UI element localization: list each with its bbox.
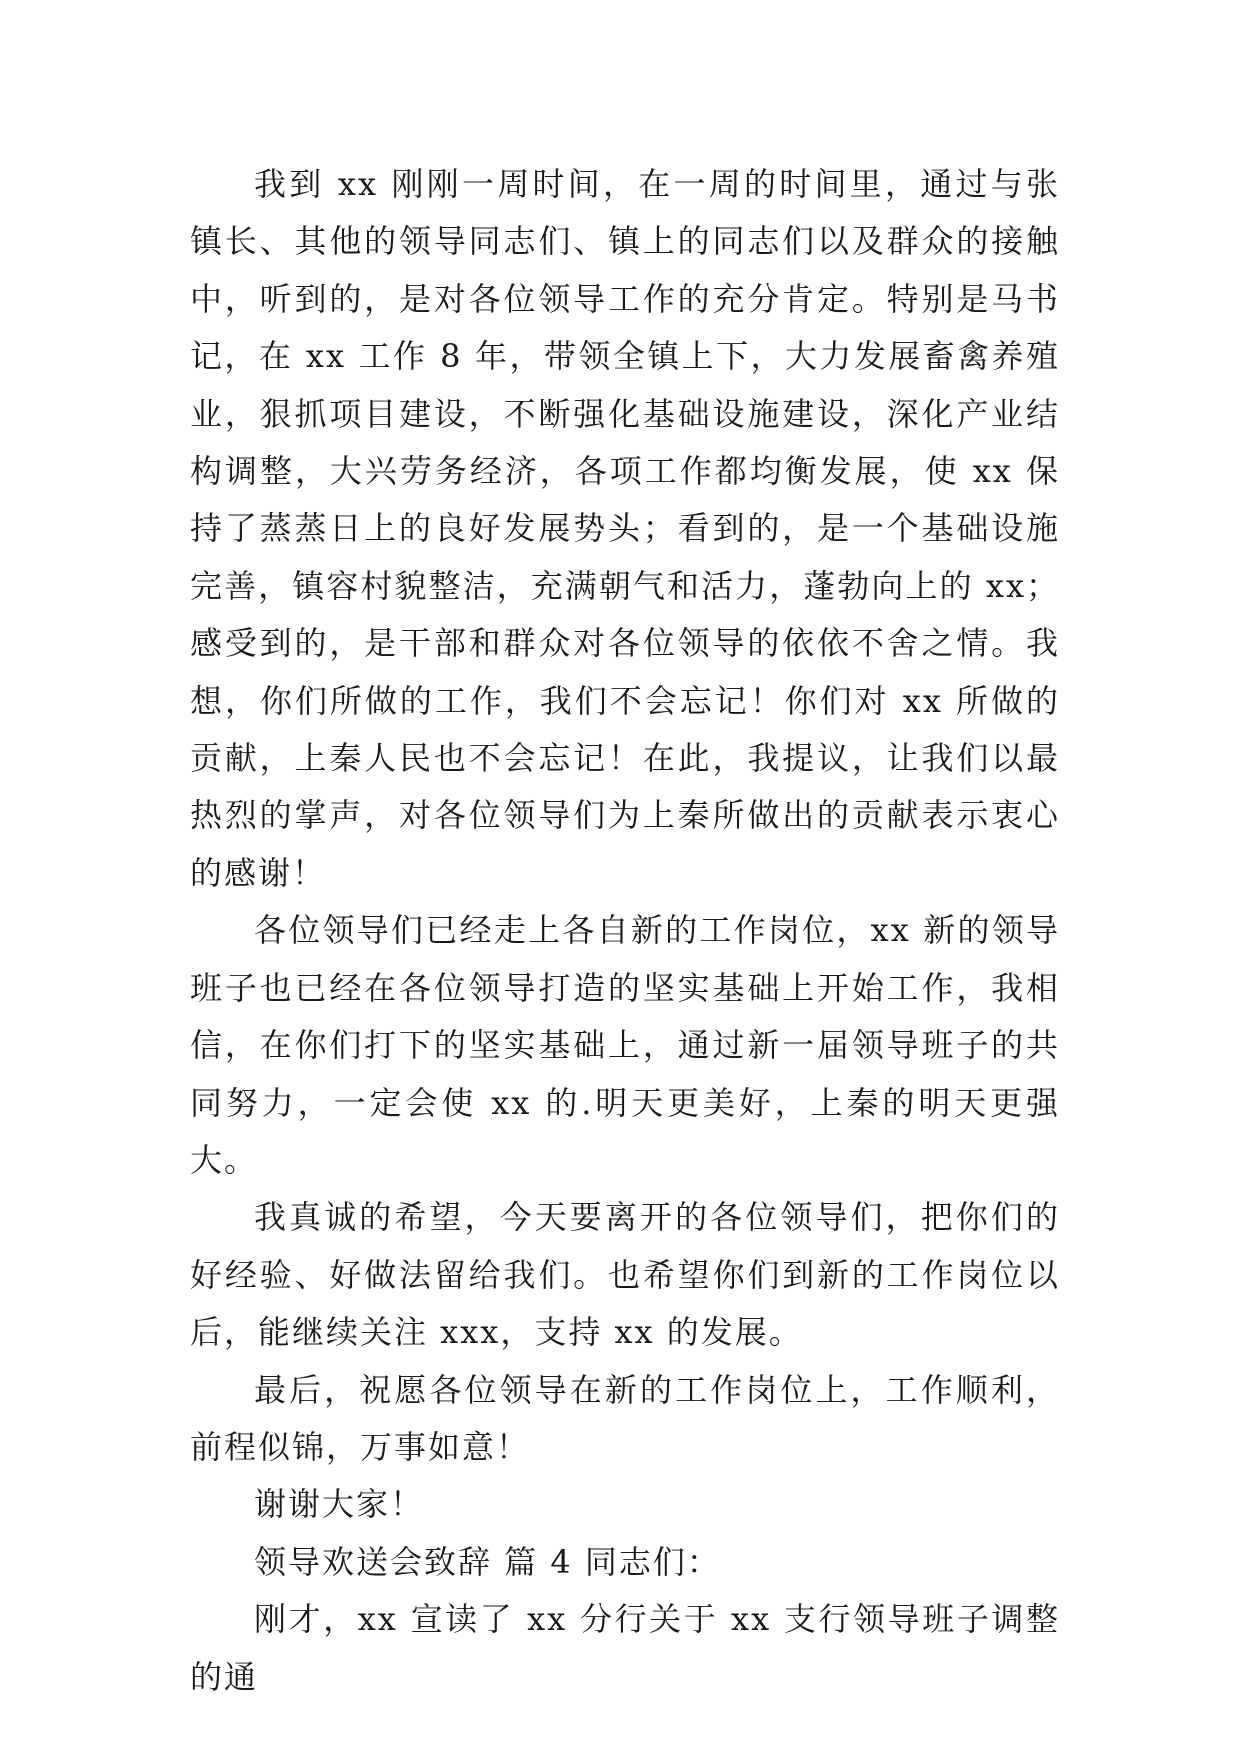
section-heading: 领导欢送会致辞 篇 4 同志们： <box>254 1542 721 1581</box>
paragraph-1: 我到 xx 刚刚一周时间，在一周的时间里，通过与张镇长、其他的领导同志们、镇上的同志们以及群众的接触中，听到的，是对各位领导工作的充分肯定。特别是马书记，在 xx 工作 8 年，带领全镇上下，大力发展畜禽养殖业，狠抓项目建设，不断强化基础设施建设，深化产业结构调整，大兴劳务经济，各项工作都均衡发展，使 xx 保持了蒸蒸日上的良好发展势头；看到的，是一个基础设施完善，镇容村貌整洁，充满朝气和活力，蓬勃向上的 xx；感受到的，是干部和群众对各位领导的依依不舍之情。我想，你们所做的工作，我们不会忘记！你们对 xx 所做的贡献，上秦人民也不会忘记！在此，我提议，让我们以最热烈的掌声，对各位领导们为上秦所做出的贡献表示衷心的感谢！ <box>190 165 1060 892</box>
document-body <box>190 156 1060 1706</box>
paragraph-4: 最后，祝愿各位领导在新的工作岗位上，工作顺利，前程似锦，万事如意！ <box>190 1370 1060 1466</box>
paragraph-5: 谢谢大家！ <box>254 1485 425 1524</box>
paragraph-6: 刚才，xx 宣读了 xx 分行关于 xx 支行领导班子调整的通 <box>190 1600 1060 1696</box>
paragraph-2: 各位领导们已经走上各自新的工作岗位，xx 新的领导班子也已经在各位领导打造的坚实基础上开始工作，我相信，在你们打下的坚实基础上，通过新一届领导班子的共同努力，一定会使 xx 的.明天更美好，上秦的明天更强大。 <box>190 911 1060 1179</box>
paragraph-3: 我真诚的希望，今天要离开的各位领导们，把你们的好经验、好做法留给我们。也希望你们到新的工作岗位以后，能继续关注 xxx，支持 xx 的发展。 <box>190 1198 1060 1352</box>
